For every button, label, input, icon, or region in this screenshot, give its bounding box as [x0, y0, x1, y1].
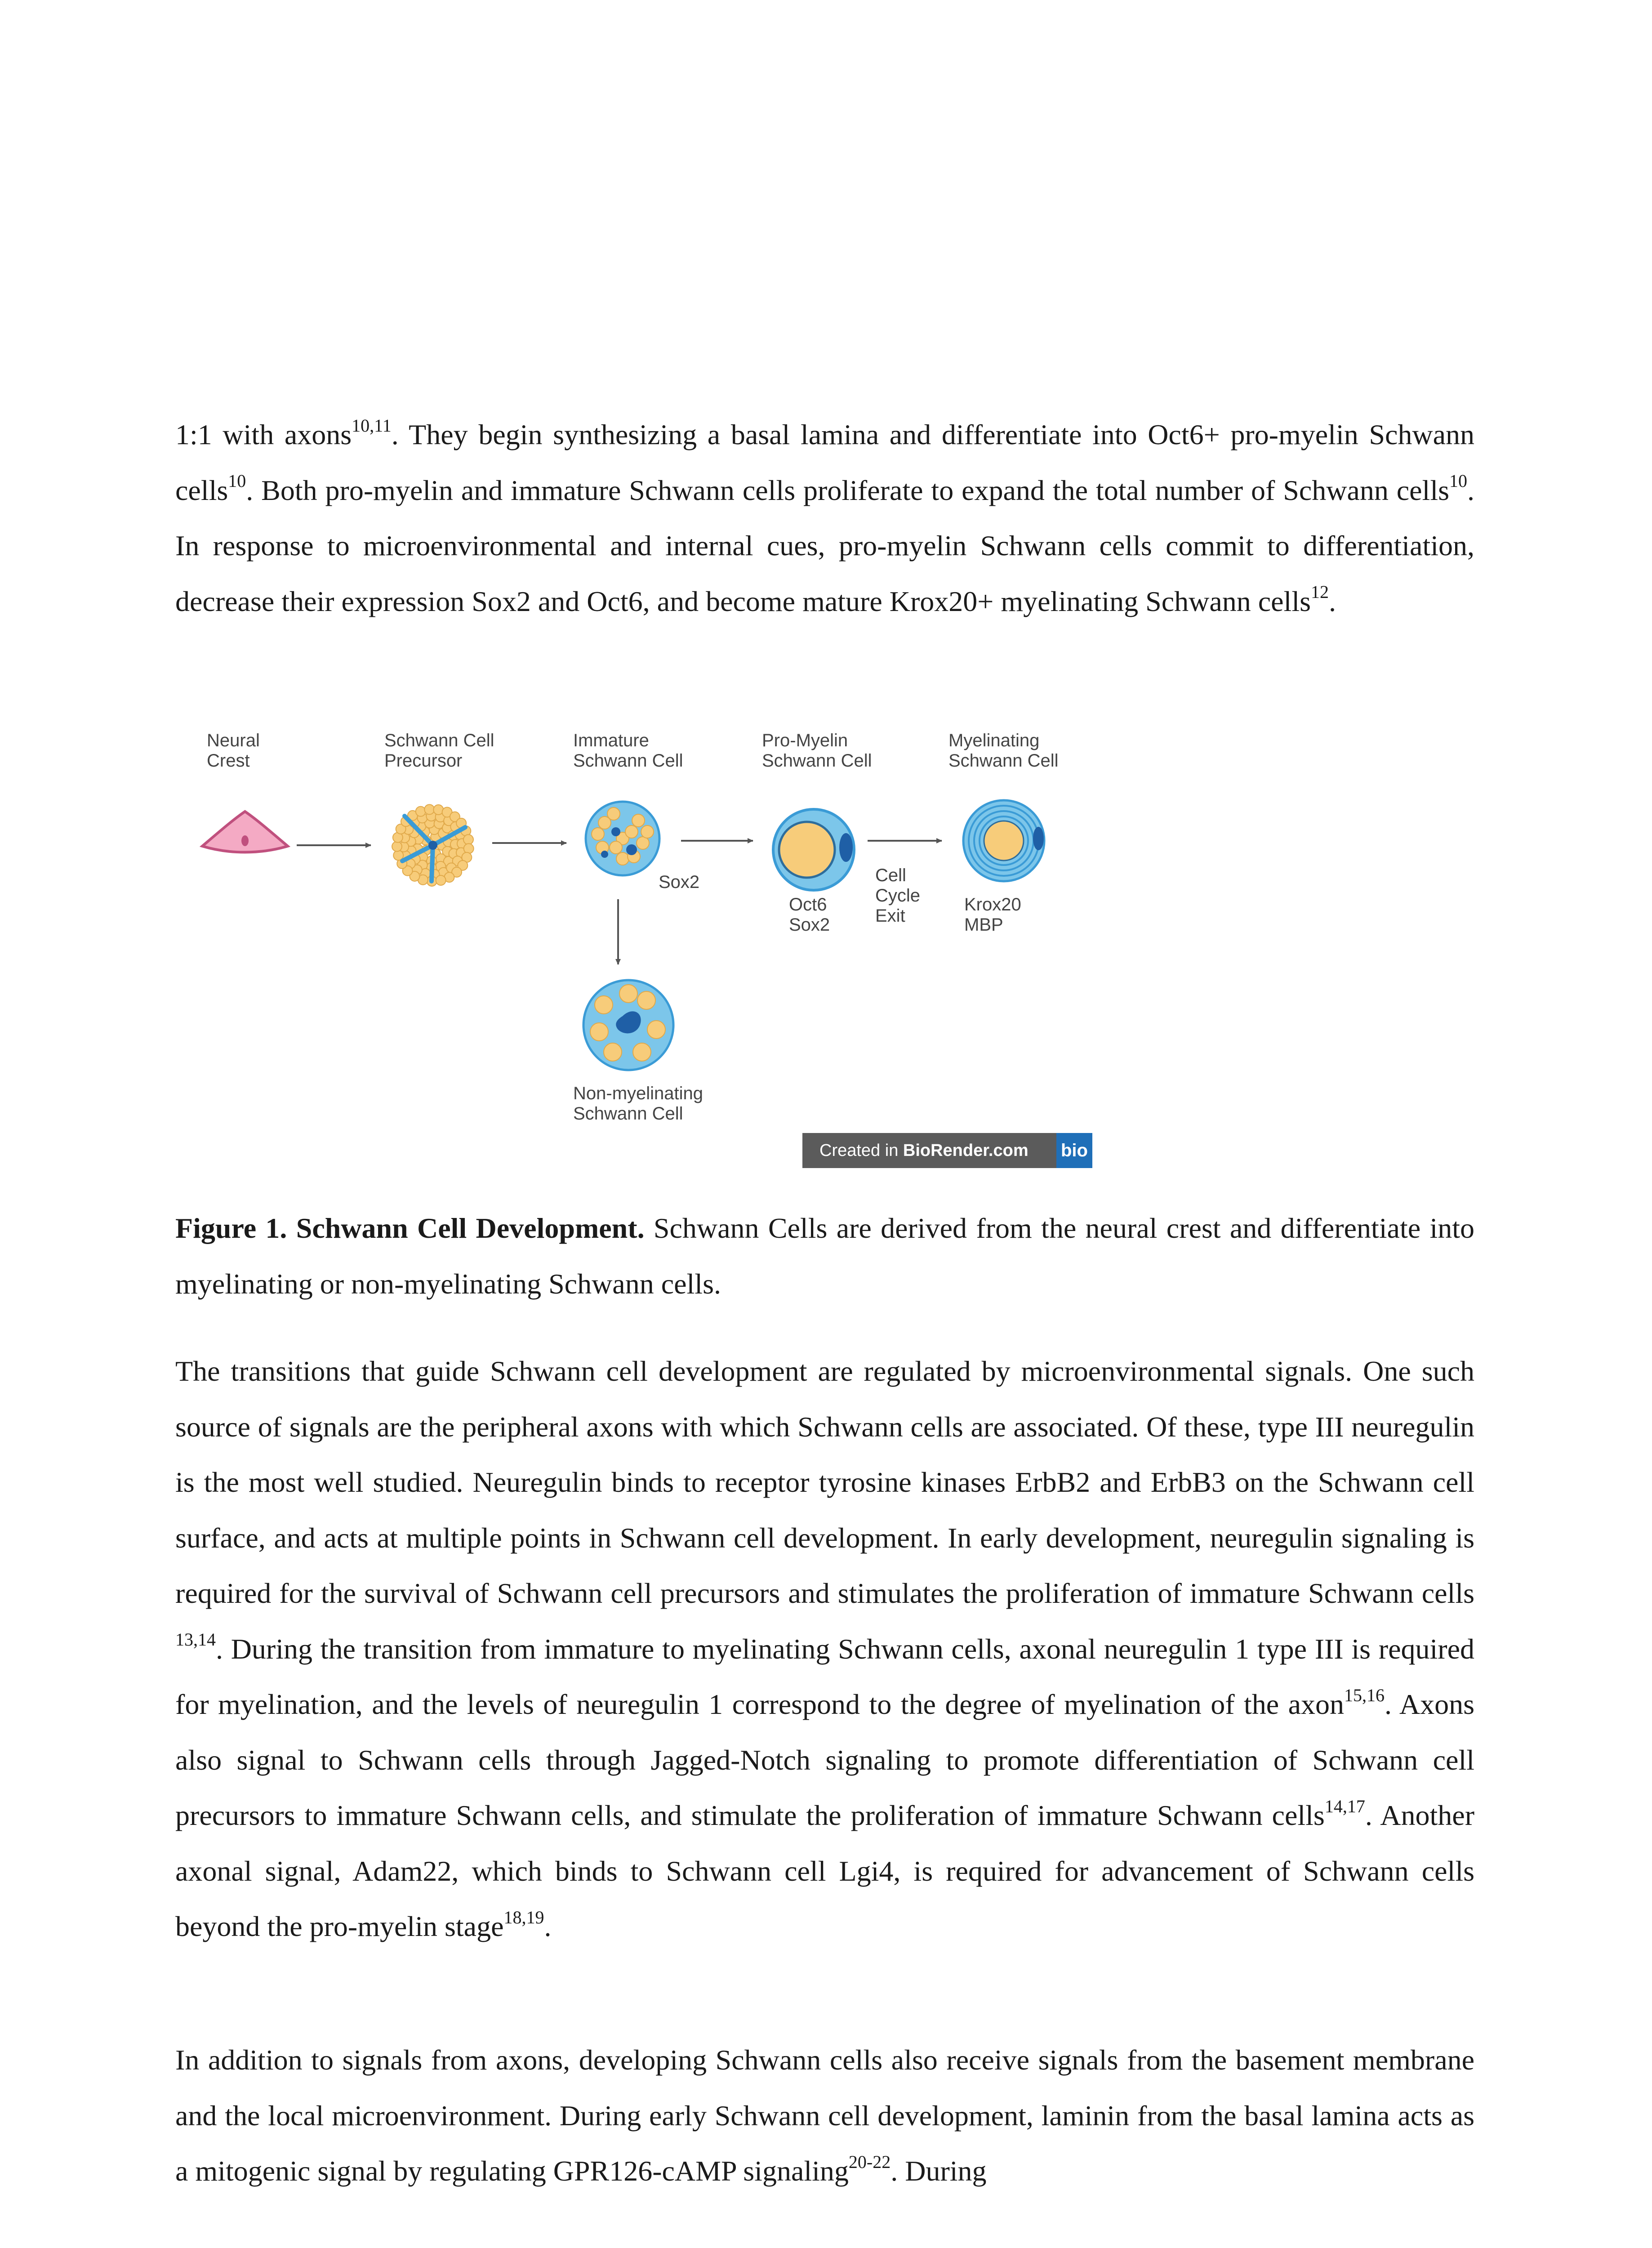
label-promyelin-1: Pro-Myelin [762, 731, 848, 750]
citation-superscript: 12 [1311, 582, 1329, 602]
body-paragraph-1: 1:1 with axons$^{10,11}$. They begin synthesizing a basal lamina and differentiate into Oct6+ pro-myelin Schwann cells$^{10}$. Both pro-myelin and immature Schwann cells proliferate to expand the total number of Schwann cells$^{10}$. In response to microenvironmental and internal cues, pro-myelin Schwann cells commit to differentiation, decrease their expression Sox2 and Oct6, and become mature Krox20+ myelinating Schwann cells$^{12}$. [175, 415, 1475, 617]
citation-superscript: 10,11 [352, 415, 392, 436]
immature-nucleus-dot [611, 827, 620, 836]
label-neural-crest-1: Neural [207, 731, 260, 750]
citation-superscript: 13,14 [175, 1629, 216, 1650]
biorender-credit-badge [802, 1133, 1092, 1168]
neural-crest-cell-icon [202, 812, 288, 852]
label-precursor-2: Precursor [384, 751, 463, 771]
immature-nucleus-dot [626, 844, 637, 855]
label-myelinating-2: Schwann Cell [948, 751, 1059, 771]
precursor-cell-dot [424, 804, 434, 814]
figure-schwann-cell-development [193, 719, 1101, 1173]
promyelin-schwann-cell-icon [773, 809, 854, 890]
label-myelinating-1: Myelinating [948, 731, 1040, 750]
citation-superscript: 10 [228, 471, 246, 491]
nonmyelinating-axon-dot [619, 985, 637, 1003]
precursor-cell-cluster-icon [392, 804, 474, 886]
label-nonmyelinating-1: Non-myelinating [573, 1084, 704, 1103]
label-neural-crest-2: Crest [207, 751, 250, 771]
nonmyelinating-axon-dot [633, 1043, 651, 1061]
label-nonmyelinating-2: Schwann Cell [573, 1104, 683, 1124]
marker-promyelin-oct6: Oct6 [789, 895, 827, 914]
precursor-cell-dot [463, 834, 473, 844]
label-immature-1: Immature [573, 731, 649, 750]
precursor-cell-dot [416, 807, 426, 816]
citation-superscript: 20-22 [848, 2151, 891, 2172]
body-paragraph-3: In addition to signals from axons, developing Schwann cells also receive signals from the basement membrane and the local microenvironment. During early Schwann cell development, laminin from the basal lamina acts as a mitogenic signal by regulating GPR126-cAMP signaling$^{20-22}$. During [175, 2044, 1474, 2187]
precursor-cell-dot [464, 843, 474, 853]
marker-immature-sox2: Sox2 [659, 872, 700, 892]
figure-diagram [193, 719, 1101, 1173]
label-promyelin-2: Schwann Cell [762, 751, 872, 771]
nonmyelinating-axon-dot [590, 1023, 608, 1041]
citation-superscript: 14,17 [1324, 1796, 1365, 1816]
nonmyelinating-axon-dot [595, 996, 613, 1014]
label-immature-2: Schwann Cell [573, 751, 683, 771]
citation-superscript: 10 [1449, 471, 1467, 491]
caption-text: Schwann Cells are derived from the neural crest and differentiate into myelinating or non-myelinating Schwann cells. [175, 1212, 1475, 1300]
immature-nucleus-dot [601, 851, 608, 858]
immature-cell-dot [592, 828, 604, 840]
precursor-cell-dot [436, 875, 446, 885]
precursor-cell-dot [392, 842, 402, 852]
label-cell-cycle-exit-2: Cycle [875, 886, 921, 905]
citation-superscript: 15,16 [1344, 1685, 1385, 1705]
label-cell-cycle-exit-1: Cell [875, 865, 906, 885]
immature-cell-dot [610, 841, 622, 854]
myelinating-schwann-cell-icon [963, 800, 1044, 881]
marker-promyelin-sox2: Sox2 [789, 915, 830, 935]
nonmyelinating-schwann-cell-icon [583, 980, 673, 1070]
label-precursor-1: Schwann Cell [384, 731, 494, 750]
immature-cell-dot [637, 837, 649, 849]
immature-schwann-cell-icon [586, 802, 659, 875]
biorender-logo-icon: bio [1056, 1133, 1092, 1168]
immature-cell-dot [641, 825, 654, 838]
immature-cell-dot [607, 807, 620, 820]
nonmyelinating-axon-dot [637, 991, 655, 1009]
credit-text: Created in BioRender.com [819, 1141, 1029, 1160]
marker-myelinating-mbp: MBP [964, 915, 1003, 935]
label-cell-cycle-exit-3: Exit [875, 906, 905, 926]
citation-superscript: 18,19 [503, 1907, 544, 1927]
figure-caption [175, 1200, 1474, 1311]
caption-label: Figure 1. Schwann Cell Development. [175, 1212, 645, 1244]
nonmyelinating-axon-dot [647, 1021, 665, 1039]
immature-cell-dot [632, 814, 645, 827]
immature-cell-dot [616, 852, 629, 865]
immature-cell-dot [625, 825, 638, 838]
marker-myelinating-krox20: Krox20 [964, 895, 1021, 914]
body-paragraph-2: The transitions that guide Schwann cell development are regulated by microenvironmental signals. One such source of signals are the peripheral axons with which Schwann cells are associated. Of these, type III neuregulin is the most well studied. Neuregulin binds to receptor tyrosine kinases ErbB2 and ErbB3 on the Schwann cell surface, and acts at multiple points in Schwann cell development. In early development, neuregulin signaling is required for the survival of Schwann cell precursors and stimulates the proliferation of immature Schwann cells $^{13,14}$. During the transition from immature to myelinating Schwann cells, axonal neuregulin 1 type III is required for myelination, and the levels of neuregulin 1 correspond to the degree of myelination of the axon$^{15,16}$. Axons also signal to Schwann cells through Jagged-Notch signaling to promote differentiation of Schwann cell precursors to immature Schwann cells, and stimulate the proliferation of immature Schwann cells$^{14,17}$. Another axonal signal, Adam22, which binds to Schwann cell Lgi4, is required for advancement of Schwann cells beyond the pro-myelin stage$^{18,19}$. [175, 1355, 1475, 1942]
nonmyelinating-axon-dot [604, 1043, 622, 1061]
